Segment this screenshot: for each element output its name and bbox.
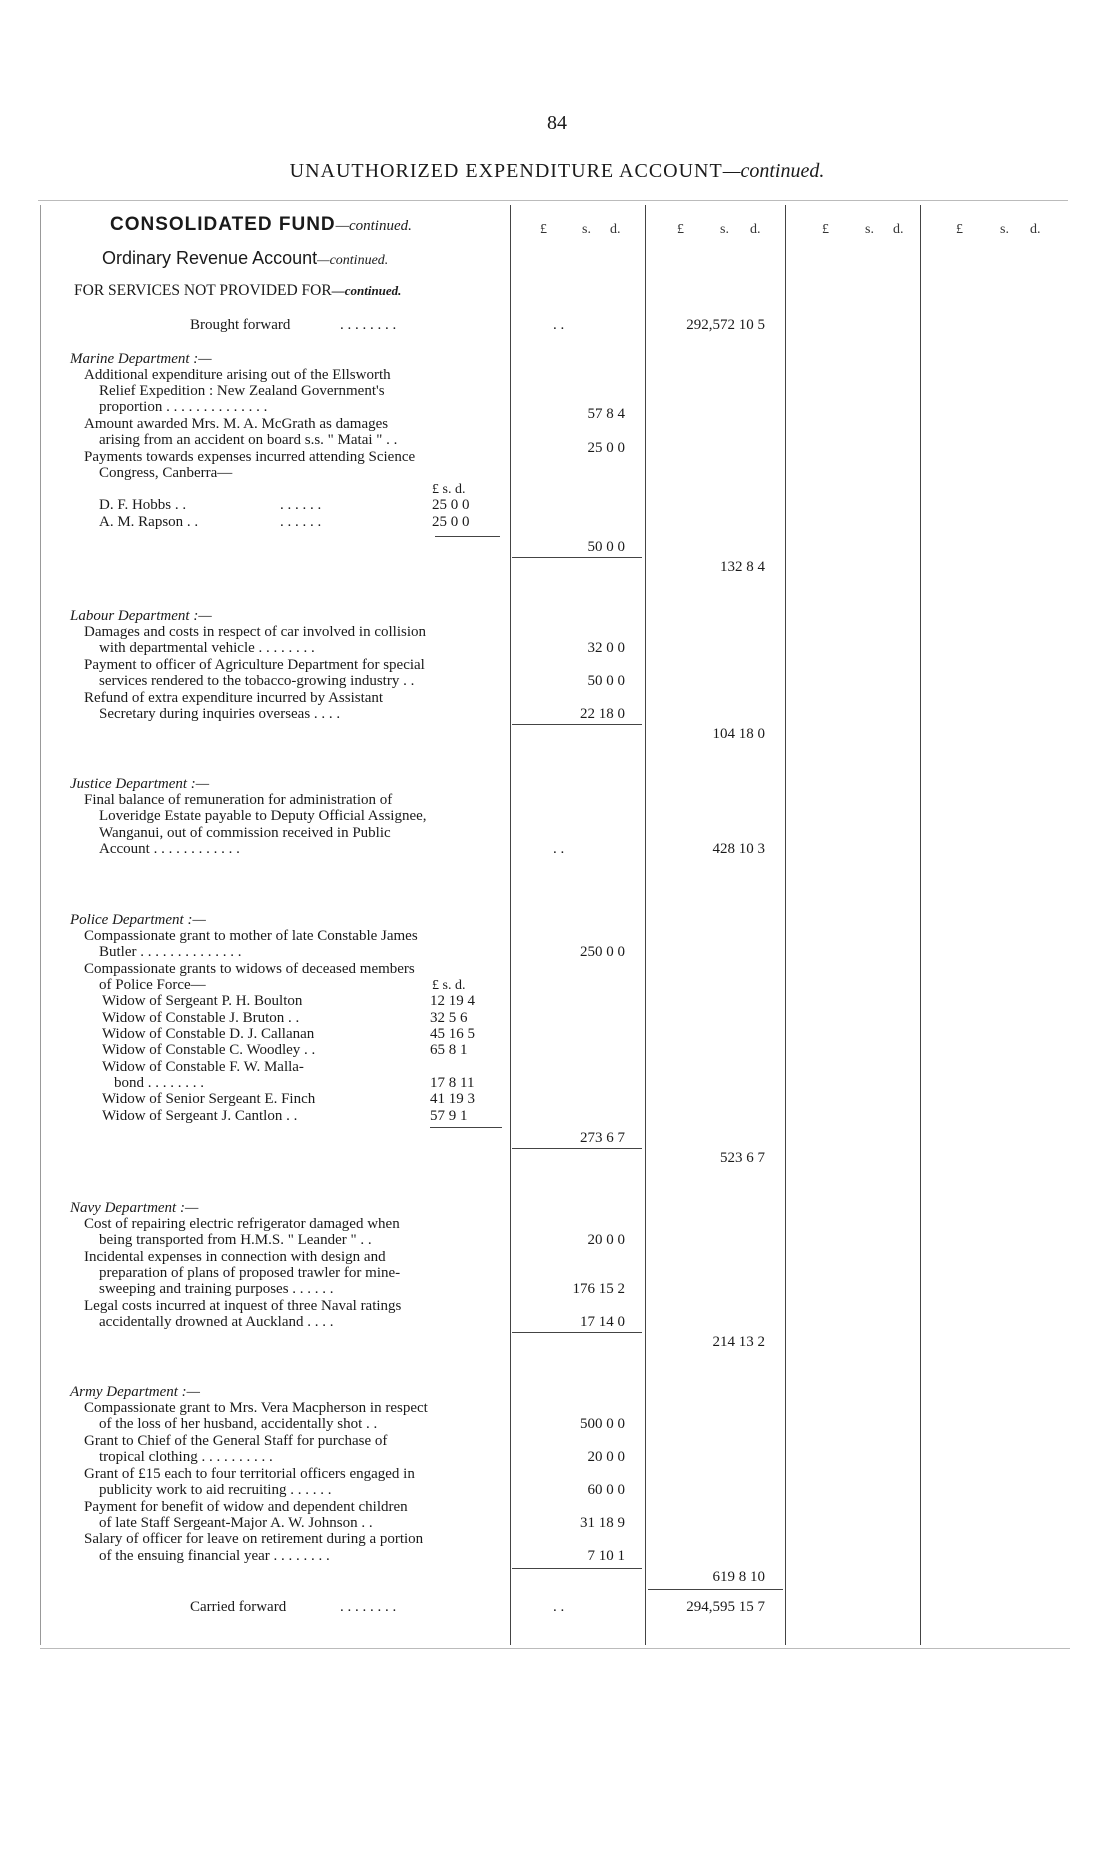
top-rule bbox=[38, 200, 1068, 201]
army-col-rule bbox=[512, 1568, 642, 1569]
labour-line-6: Secretary during inquiries overseas . . . . bbox=[99, 706, 341, 722]
army-total: 619 8 10 bbox=[712, 1569, 765, 1585]
title-suffix: —continued. bbox=[722, 160, 825, 182]
marine-sub-rule bbox=[435, 536, 500, 537]
police-sub-name-2: Widow of Constable J. Bruton . . bbox=[102, 1010, 300, 1026]
marine-sub-dots-1: . . . . . . bbox=[280, 497, 322, 513]
col-header-pound-2: £ bbox=[677, 222, 684, 237]
marine-amount-3: 50 0 0 bbox=[587, 539, 625, 555]
brought-forward-col1: . . bbox=[553, 317, 565, 333]
navy-line-4: preparation of plans of proposed trawler for mine- bbox=[99, 1265, 401, 1281]
justice-line-1: Final balance of remuneration for administration of bbox=[84, 792, 393, 808]
carried-forward-label: Carried forward bbox=[190, 1599, 287, 1615]
col-header-pound-4: £ bbox=[956, 222, 963, 237]
left-border bbox=[40, 205, 41, 1645]
army-line-8: of late Staff Sergeant-Major A. W. Johnson . . bbox=[99, 1515, 373, 1531]
col-header-pence-4: d. bbox=[1030, 222, 1041, 237]
carried-forward-col1: . . bbox=[553, 1599, 565, 1615]
police-sub-header: £ s. d. bbox=[432, 978, 466, 993]
brought-forward-col2: 292,572 10 5 bbox=[686, 317, 765, 333]
marine-total: 132 8 4 bbox=[720, 559, 765, 575]
police-line-3: Compassionate grants to widows of deceased members bbox=[84, 961, 415, 977]
police-sub-name-1: Widow of Sergeant P. H. Boulton bbox=[102, 993, 303, 1009]
labour-line-3: Payment to officer of Agriculture Department for special bbox=[84, 657, 425, 673]
marine-line-6: Payments towards expenses incurred attending Science bbox=[84, 449, 416, 465]
police-sub-name-6: bond . . . . . . . . bbox=[114, 1075, 204, 1091]
services-heading-text: FOR SERVICES NOT PROVIDED FOR bbox=[74, 282, 332, 299]
army-amount-3: 60 0 0 bbox=[587, 1482, 625, 1498]
page-title bbox=[0, 160, 1114, 183]
navy-line-5: sweeping and training purposes . . . . . . bbox=[99, 1281, 334, 1297]
police-sub-name-3: Widow of Constable D. J. Callanan bbox=[102, 1026, 315, 1042]
col-header-pence-1: d. bbox=[610, 222, 621, 237]
police-sub-amount-1: 12 19 4 bbox=[430, 993, 475, 1009]
marine-line-7: Congress, Canberra— bbox=[99, 465, 233, 481]
labour-col-rule bbox=[512, 724, 642, 725]
navy-amount-2: 176 15 2 bbox=[572, 1281, 625, 1297]
marine-sub-dots-2: . . . . . . bbox=[280, 514, 322, 530]
army-amount-5: 7 10 1 bbox=[587, 1548, 625, 1564]
police-sub-name-5: Widow of Constable F. W. Malla- bbox=[102, 1059, 304, 1075]
labour-amount-3: 22 18 0 bbox=[580, 706, 625, 722]
marine-dept-title: Marine Department :— bbox=[70, 351, 212, 367]
col-divider-1 bbox=[510, 205, 511, 1645]
army-line-10: of the ensuing financial year . . . . . . . . bbox=[99, 1548, 330, 1564]
services-heading bbox=[74, 282, 401, 299]
labour-total: 104 18 0 bbox=[712, 726, 765, 742]
army-dept-title: Army Department :— bbox=[70, 1384, 200, 1400]
fund-heading-suffix: —continued. bbox=[335, 218, 412, 234]
navy-line-1: Cost of repairing electric refrigerator damaged when bbox=[84, 1216, 400, 1232]
marine-sub-amount-1: 25 0 0 bbox=[432, 497, 470, 513]
army-line-9: Salary of officer for leave on retirement during a portion bbox=[84, 1531, 424, 1547]
labour-line-4: services rendered to the tobacco-growing industry . . bbox=[99, 673, 415, 689]
marine-sub-name-1: D. F. Hobbs . . bbox=[99, 497, 187, 513]
marine-line-1: Additional expenditure arising out of the Ellsworth bbox=[84, 367, 391, 383]
brought-forward-dots: . . . . . . . . bbox=[340, 317, 397, 333]
navy-line-6: Legal costs incurred at inquest of three Naval ratings bbox=[84, 1298, 402, 1314]
marine-col-rule bbox=[512, 557, 642, 558]
bottom-rule bbox=[40, 1648, 1070, 1649]
police-total: 523 6 7 bbox=[720, 1150, 765, 1166]
account-heading-suffix: —continued. bbox=[317, 253, 389, 268]
police-col-rule bbox=[512, 1148, 642, 1149]
marine-sub-header: £ s. d. bbox=[432, 482, 466, 497]
col-divider-4 bbox=[920, 205, 921, 1645]
police-sub-amount-3: 45 16 5 bbox=[430, 1026, 475, 1042]
police-sub-amount-6: 17 8 11 bbox=[430, 1075, 475, 1091]
col-header-shilling-3: s. bbox=[865, 222, 874, 237]
marine-line-3: proportion . . . . . . . . . . . . . . bbox=[99, 399, 268, 415]
navy-line-7: accidentally drowned at Auckland . . . . bbox=[99, 1314, 334, 1330]
marine-amount-1: 57 8 4 bbox=[587, 406, 625, 422]
justice-line-3: Wanganui, out of commission received in Public bbox=[99, 825, 391, 841]
navy-line-3: Incidental expenses in connection with design and bbox=[84, 1249, 386, 1265]
labour-amount-1: 32 0 0 bbox=[587, 640, 625, 656]
page-number: 84 bbox=[547, 112, 567, 134]
brought-forward-label: Brought forward bbox=[190, 317, 291, 333]
police-sub-amount-8: 57 9 1 bbox=[430, 1108, 468, 1124]
carried-forward-col2: 294,595 15 7 bbox=[686, 1599, 765, 1615]
marine-line-5: arising from an accident on board s.s. " Matai " . . bbox=[99, 432, 398, 448]
police-sub-amount-2: 32 5 6 bbox=[430, 1010, 468, 1026]
labour-line-2: with departmental vehicle . . . . . . . . bbox=[99, 640, 315, 656]
police-sub-rule bbox=[430, 1127, 502, 1128]
marine-line-4: Amount awarded Mrs. M. A. McGrath as damages bbox=[84, 416, 389, 432]
army-line-5: Grant of £15 each to four territorial officers engaged in bbox=[84, 1466, 415, 1482]
labour-line-5: Refund of extra expenditure incurred by Assistant bbox=[84, 690, 384, 706]
col-divider-3 bbox=[785, 205, 786, 1645]
army-line-3: Grant to Chief of the General Staff for purchase of bbox=[84, 1433, 388, 1449]
police-dept-title: Police Department :— bbox=[70, 912, 206, 928]
labour-amount-2: 50 0 0 bbox=[587, 673, 625, 689]
marine-line-2: Relief Expedition : New Zealand Government's bbox=[99, 383, 385, 399]
police-line-1: Compassionate grant to mother of late Constable James bbox=[84, 928, 418, 944]
police-line-2: Butler . . . . . . . . . . . . . . bbox=[99, 944, 242, 960]
police-sub-name-8: Widow of Sergeant J. Cantlon . . bbox=[102, 1108, 298, 1124]
title-main: UNAUTHORIZED EXPENDITURE ACCOUNT bbox=[289, 160, 723, 182]
police-amount-1: 250 0 0 bbox=[580, 944, 625, 960]
justice-dept-title: Justice Department :— bbox=[70, 776, 210, 792]
justice-line-2: Loveridge Estate payable to Deputy Official Assignee, bbox=[99, 808, 427, 824]
fund-heading bbox=[110, 216, 412, 235]
col-divider-2 bbox=[645, 205, 646, 1645]
army-amount-4: 31 18 9 bbox=[580, 1515, 625, 1531]
police-sub-amount-4: 65 8 1 bbox=[430, 1042, 468, 1058]
army-line-1: Compassionate grant to Mrs. Vera Macpherson in respect bbox=[84, 1400, 428, 1416]
col-header-shilling-4: s. bbox=[1000, 222, 1009, 237]
police-sub-name-4: Widow of Constable C. Woodley . . bbox=[102, 1042, 316, 1058]
account-heading bbox=[102, 250, 388, 269]
army-total-rule bbox=[648, 1589, 783, 1590]
navy-amount-3: 17 14 0 bbox=[580, 1314, 625, 1330]
police-amount-2: 273 6 7 bbox=[580, 1130, 625, 1146]
labour-line-1: Damages and costs in respect of car involved in collision bbox=[84, 624, 426, 640]
army-line-2: of the loss of her husband, accidentally shot . . bbox=[99, 1416, 378, 1432]
justice-line-4: Account . . . . . . . . . . . . bbox=[99, 841, 240, 857]
services-heading-suffix: —continued. bbox=[331, 283, 402, 298]
police-line-4: of Police Force— bbox=[99, 977, 206, 993]
justice-total: 428 10 3 bbox=[712, 841, 765, 857]
navy-total: 214 13 2 bbox=[712, 1334, 765, 1350]
navy-line-2: being transported from H.M.S. " Leander " . . bbox=[99, 1232, 372, 1248]
marine-sub-amount-2: 25 0 0 bbox=[432, 514, 470, 530]
army-line-6: publicity work to aid recruiting . . . . . . bbox=[99, 1482, 332, 1498]
col-header-pound-3: £ bbox=[822, 222, 829, 237]
navy-amount-1: 20 0 0 bbox=[587, 1232, 625, 1248]
navy-col-rule bbox=[512, 1332, 642, 1333]
marine-amount-2: 25 0 0 bbox=[587, 440, 625, 456]
navy-dept-title: Navy Department :— bbox=[70, 1200, 199, 1216]
police-sub-name-7: Widow of Senior Sergeant E. Finch bbox=[102, 1091, 316, 1107]
army-line-4: tropical clothing . . . . . . . . . . bbox=[99, 1449, 273, 1465]
col-header-pence-2: d. bbox=[750, 222, 761, 237]
col-header-shilling-1: s. bbox=[582, 222, 591, 237]
labour-dept-title: Labour Department :— bbox=[70, 608, 212, 624]
account-heading-text: Ordinary Revenue Account bbox=[102, 248, 318, 268]
army-amount-1: 500 0 0 bbox=[580, 1416, 625, 1432]
col-header-pence-3: d. bbox=[893, 222, 904, 237]
fund-heading-text: CONSOLIDATED FUND bbox=[110, 214, 336, 235]
carried-forward-dots: . . . . . . . . bbox=[340, 1599, 397, 1615]
army-line-7: Payment for benefit of widow and dependent children bbox=[84, 1499, 408, 1515]
justice-amount-dots: . . bbox=[553, 841, 565, 857]
col-header-shilling-2: s. bbox=[720, 222, 729, 237]
marine-sub-name-2: A. M. Rapson . . bbox=[99, 514, 199, 530]
col-header-pound-1: £ bbox=[540, 222, 547, 237]
army-amount-2: 20 0 0 bbox=[587, 1449, 625, 1465]
police-sub-amount-7: 41 19 3 bbox=[430, 1091, 475, 1107]
